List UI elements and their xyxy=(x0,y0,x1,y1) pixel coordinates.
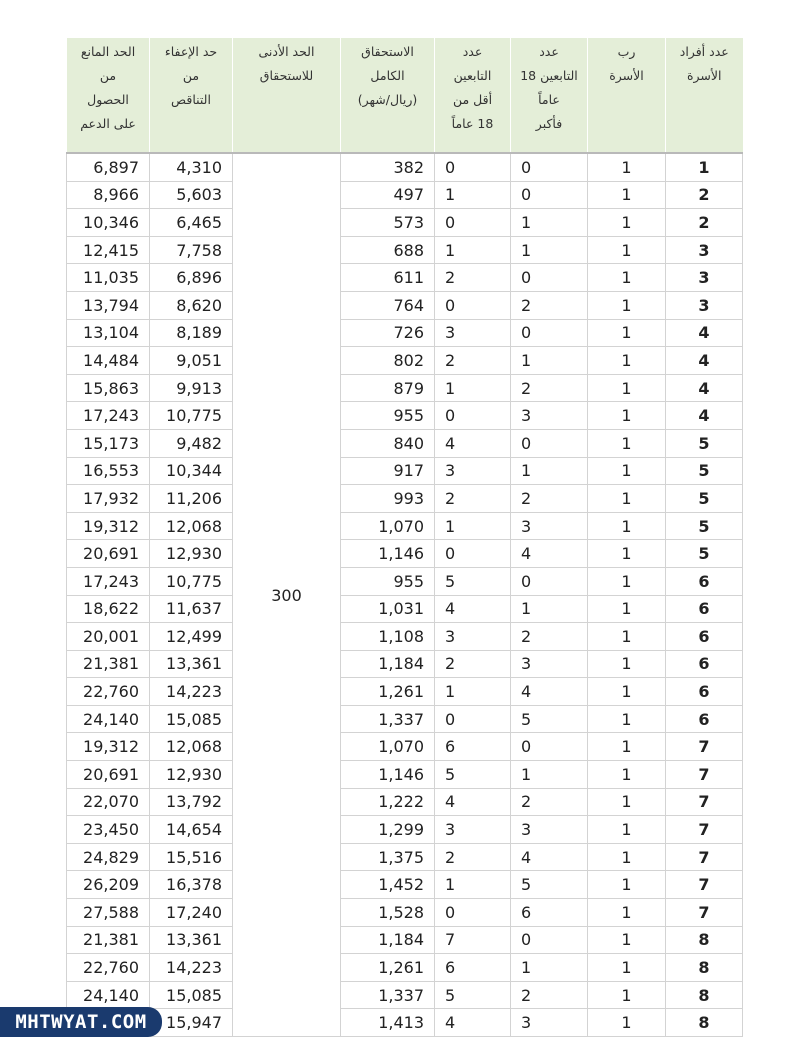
site-watermark-logo: MHTWYAT.COM xyxy=(0,1007,162,1037)
cell-exemption-limit: 9,482 xyxy=(150,429,233,457)
cell-exemption-limit: 14,223 xyxy=(150,678,233,706)
cell-dependents-under-18: 3 xyxy=(435,457,511,485)
table-row xyxy=(67,816,743,844)
cell-cutoff-limit: 12,415 xyxy=(67,236,150,264)
cell-dependents-under-18: 1 xyxy=(435,871,511,899)
cell-dependents-over-18: 0 xyxy=(511,153,588,181)
cell-head-of-family: 1 xyxy=(588,236,666,264)
cell-full-entitlement: 1,299 xyxy=(341,816,435,844)
cell-full-entitlement: 993 xyxy=(341,485,435,513)
cell-head-of-family: 1 xyxy=(588,926,666,954)
cell-dependents-over-18: 2 xyxy=(511,374,588,402)
cell-dependents-under-18: 3 xyxy=(435,623,511,651)
cell-head-of-family: 1 xyxy=(588,264,666,292)
cell-exemption-limit: 17,240 xyxy=(150,899,233,927)
cell-dependents-over-18: 1 xyxy=(511,761,588,789)
table-row xyxy=(67,485,743,513)
cell-full-entitlement: 1,261 xyxy=(341,954,435,982)
cell-full-entitlement: 917 xyxy=(341,457,435,485)
cell-dependents-over-18: 1 xyxy=(511,457,588,485)
cell-exemption-limit: 9,051 xyxy=(150,347,233,375)
table-row xyxy=(67,512,743,540)
cell-dependents-under-18: 2 xyxy=(435,843,511,871)
cell-full-entitlement: 1,184 xyxy=(341,650,435,678)
cell-minimum-entitlement: 300 xyxy=(233,153,341,1037)
cell-full-entitlement: 1,413 xyxy=(341,1009,435,1037)
cell-cutoff-limit: 21,381 xyxy=(67,926,150,954)
cell-full-entitlement: 726 xyxy=(341,319,435,347)
cell-cutoff-limit: 17,243 xyxy=(67,567,150,595)
header-full-entitlement xyxy=(341,38,435,153)
cell-cutoff-limit: 11,035 xyxy=(67,264,150,292)
table-row xyxy=(67,429,743,457)
cell-family-members: 6 xyxy=(666,567,743,595)
header-full-entitlement-label: الاستحقاق الكامل (ريال/شهر) xyxy=(357,44,418,107)
cell-family-members: 5 xyxy=(666,429,743,457)
cell-head-of-family: 1 xyxy=(588,761,666,789)
cell-exemption-limit: 6,896 xyxy=(150,264,233,292)
table-row xyxy=(67,623,743,651)
cell-full-entitlement: 1,070 xyxy=(341,733,435,761)
header-exemption-limit-label: حد الإعفاء من التناقص xyxy=(164,44,218,107)
cell-full-entitlement: 611 xyxy=(341,264,435,292)
cell-cutoff-limit: 15,863 xyxy=(67,374,150,402)
cell-full-entitlement: 955 xyxy=(341,567,435,595)
cell-full-entitlement: 688 xyxy=(341,236,435,264)
cell-family-members: 7 xyxy=(666,899,743,927)
cell-dependents-over-18: 0 xyxy=(511,926,588,954)
cell-full-entitlement: 1,146 xyxy=(341,540,435,568)
cell-exemption-limit: 5,603 xyxy=(150,181,233,209)
cell-cutoff-limit: 22,760 xyxy=(67,954,150,982)
cell-cutoff-limit: 26,209 xyxy=(67,871,150,899)
cell-family-members: 8 xyxy=(666,954,743,982)
cell-cutoff-limit: 10,346 xyxy=(67,209,150,237)
cell-dependents-over-18: 1 xyxy=(511,347,588,375)
cell-head-of-family: 1 xyxy=(588,595,666,623)
cell-family-members: 6 xyxy=(666,705,743,733)
cell-full-entitlement: 1,337 xyxy=(341,705,435,733)
cell-dependents-over-18: 0 xyxy=(511,429,588,457)
table-row xyxy=(67,457,743,485)
cell-dependents-under-18: 2 xyxy=(435,347,511,375)
table-row xyxy=(67,650,743,678)
table-row xyxy=(67,374,743,402)
cell-cutoff-limit: 17,932 xyxy=(67,485,150,513)
table-row xyxy=(67,899,743,927)
cell-dependents-under-18: 1 xyxy=(435,678,511,706)
cell-dependents-under-18: 1 xyxy=(435,512,511,540)
cell-exemption-limit: 12,499 xyxy=(150,623,233,651)
cell-full-entitlement: 497 xyxy=(341,181,435,209)
cell-dependents-over-18: 2 xyxy=(511,981,588,1009)
cell-family-members: 8 xyxy=(666,1009,743,1037)
cell-full-entitlement: 1,070 xyxy=(341,512,435,540)
cell-exemption-limit: 12,068 xyxy=(150,512,233,540)
cell-family-members: 5 xyxy=(666,457,743,485)
cell-exemption-limit: 11,206 xyxy=(150,485,233,513)
cell-cutoff-limit: 23,450 xyxy=(67,816,150,844)
header-exemption-limit xyxy=(150,38,233,153)
cell-cutoff-limit: 22,070 xyxy=(67,788,150,816)
cell-dependents-under-18: 2 xyxy=(435,485,511,513)
cell-dependents-under-18: 0 xyxy=(435,153,511,181)
cell-dependents-under-18: 0 xyxy=(435,209,511,237)
cell-dependents-over-18: 2 xyxy=(511,291,588,319)
cell-head-of-family: 1 xyxy=(588,319,666,347)
header-minimum-entitlement-label: الحد الأدنى للاستحقاق xyxy=(258,44,315,83)
cell-dependents-under-18: 6 xyxy=(435,733,511,761)
table-row xyxy=(67,181,743,209)
cell-dependents-under-18: 4 xyxy=(435,1009,511,1037)
cell-exemption-limit: 8,189 xyxy=(150,319,233,347)
cell-full-entitlement: 1,452 xyxy=(341,871,435,899)
cell-exemption-limit: 14,654 xyxy=(150,816,233,844)
cell-head-of-family: 1 xyxy=(588,733,666,761)
cell-full-entitlement: 1,337 xyxy=(341,981,435,1009)
cell-dependents-under-18: 4 xyxy=(435,595,511,623)
cell-exemption-limit: 16,378 xyxy=(150,871,233,899)
cell-exemption-limit: 10,775 xyxy=(150,402,233,430)
cell-cutoff-limit: 19,312 xyxy=(67,512,150,540)
cell-dependents-under-18: 2 xyxy=(435,650,511,678)
cell-exemption-limit: 15,085 xyxy=(150,981,233,1009)
cell-full-entitlement: 1,031 xyxy=(341,595,435,623)
table-row xyxy=(67,595,743,623)
table-body xyxy=(67,153,743,1037)
table-row xyxy=(67,871,743,899)
cell-head-of-family: 1 xyxy=(588,457,666,485)
cell-family-members: 7 xyxy=(666,843,743,871)
cell-full-entitlement: 764 xyxy=(341,291,435,319)
cell-dependents-over-18: 3 xyxy=(511,1009,588,1037)
table-row xyxy=(67,209,743,237)
cell-dependents-under-18: 2 xyxy=(435,264,511,292)
cell-dependents-over-18: 6 xyxy=(511,899,588,927)
cell-dependents-over-18: 3 xyxy=(511,402,588,430)
cell-exemption-limit: 13,361 xyxy=(150,650,233,678)
table-row xyxy=(67,678,743,706)
cell-exemption-limit: 12,068 xyxy=(150,733,233,761)
cell-head-of-family: 1 xyxy=(588,512,666,540)
cell-cutoff-limit: 17,243 xyxy=(67,402,150,430)
table-row xyxy=(67,788,743,816)
cell-cutoff-limit: 8,966 xyxy=(67,181,150,209)
cell-dependents-under-18: 1 xyxy=(435,181,511,209)
cell-exemption-limit: 9,913 xyxy=(150,374,233,402)
table-row xyxy=(67,264,743,292)
cell-cutoff-limit: 13,794 xyxy=(67,291,150,319)
cell-dependents-under-18: 0 xyxy=(435,540,511,568)
cell-exemption-limit: 15,085 xyxy=(150,705,233,733)
cell-head-of-family: 1 xyxy=(588,374,666,402)
cell-exemption-limit: 13,361 xyxy=(150,926,233,954)
cell-cutoff-limit: 18,622 xyxy=(67,595,150,623)
cell-head-of-family: 1 xyxy=(588,209,666,237)
cell-head-of-family: 1 xyxy=(588,623,666,651)
table-row xyxy=(67,761,743,789)
cell-family-members: 6 xyxy=(666,678,743,706)
table-row xyxy=(67,926,743,954)
cell-cutoff-limit: 24,829 xyxy=(67,843,150,871)
cell-dependents-under-18: 1 xyxy=(435,236,511,264)
cell-dependents-under-18: 4 xyxy=(435,429,511,457)
table-row xyxy=(67,954,743,982)
subsidy-table xyxy=(66,38,743,1037)
header-dependents-over-18 xyxy=(511,38,588,153)
cell-full-entitlement: 840 xyxy=(341,429,435,457)
cell-full-entitlement: 1,184 xyxy=(341,926,435,954)
cell-head-of-family: 1 xyxy=(588,291,666,319)
cell-exemption-limit: 10,344 xyxy=(150,457,233,485)
cell-exemption-limit: 10,775 xyxy=(150,567,233,595)
cell-dependents-under-18: 0 xyxy=(435,899,511,927)
cell-dependents-under-18: 5 xyxy=(435,761,511,789)
cell-family-members: 4 xyxy=(666,402,743,430)
cell-head-of-family: 1 xyxy=(588,485,666,513)
cell-full-entitlement: 382 xyxy=(341,153,435,181)
cell-dependents-under-18: 1 xyxy=(435,374,511,402)
cell-family-members: 6 xyxy=(666,650,743,678)
cell-dependents-over-18: 5 xyxy=(511,871,588,899)
cell-dependents-over-18: 1 xyxy=(511,236,588,264)
header-row xyxy=(67,38,743,153)
table-row xyxy=(67,291,743,319)
cell-full-entitlement: 1,528 xyxy=(341,899,435,927)
cell-family-members: 4 xyxy=(666,374,743,402)
cell-dependents-over-18: 2 xyxy=(511,623,588,651)
cell-cutoff-limit: 22,760 xyxy=(67,678,150,706)
cell-family-members: 3 xyxy=(666,291,743,319)
cell-full-entitlement: 1,108 xyxy=(341,623,435,651)
cell-family-members: 7 xyxy=(666,761,743,789)
cell-dependents-over-18: 0 xyxy=(511,567,588,595)
cell-dependents-under-18: 3 xyxy=(435,319,511,347)
cell-family-members: 3 xyxy=(666,264,743,292)
cell-dependents-under-18: 0 xyxy=(435,705,511,733)
header-minimum-entitlement xyxy=(233,38,341,153)
cell-cutoff-limit: 6,897 xyxy=(67,153,150,181)
cell-cutoff-limit: 27,588 xyxy=(67,899,150,927)
table-row xyxy=(67,843,743,871)
cell-head-of-family: 1 xyxy=(588,843,666,871)
cell-dependents-over-18: 1 xyxy=(511,209,588,237)
cell-family-members: 7 xyxy=(666,816,743,844)
cell-dependents-over-18: 5 xyxy=(511,705,588,733)
header-dependents-under-18 xyxy=(435,38,511,153)
header-family-members-label: عدد أفراد الأسرة xyxy=(679,44,729,83)
cell-family-members: 7 xyxy=(666,788,743,816)
table-row xyxy=(67,540,743,568)
cell-dependents-over-18: 3 xyxy=(511,650,588,678)
cell-family-members: 5 xyxy=(666,540,743,568)
cell-family-members: 4 xyxy=(666,347,743,375)
cell-full-entitlement: 1,146 xyxy=(341,761,435,789)
cell-cutoff-limit: 19,312 xyxy=(67,733,150,761)
cell-cutoff-limit: 20,001 xyxy=(67,623,150,651)
cell-head-of-family: 1 xyxy=(588,816,666,844)
header-head-of-family xyxy=(588,38,666,153)
cell-head-of-family: 1 xyxy=(588,540,666,568)
cell-family-members: 2 xyxy=(666,209,743,237)
cell-dependents-over-18: 2 xyxy=(511,788,588,816)
cell-head-of-family: 1 xyxy=(588,899,666,927)
cell-dependents-under-18: 5 xyxy=(435,981,511,1009)
cell-family-members: 3 xyxy=(666,236,743,264)
cell-dependents-over-18: 0 xyxy=(511,264,588,292)
cell-cutoff-limit: 21,381 xyxy=(67,650,150,678)
cell-dependents-over-18: 1 xyxy=(511,595,588,623)
cell-family-members: 2 xyxy=(666,181,743,209)
cell-exemption-limit: 6,465 xyxy=(150,209,233,237)
cell-dependents-over-18: 0 xyxy=(511,319,588,347)
cell-dependents-under-18: 0 xyxy=(435,291,511,319)
subsidy-table-container xyxy=(66,38,742,1037)
table-row xyxy=(67,153,743,181)
cell-exemption-limit: 8,620 xyxy=(150,291,233,319)
cell-dependents-over-18: 4 xyxy=(511,843,588,871)
cell-dependents-under-18: 5 xyxy=(435,567,511,595)
header-dependents-over-18-label: عدد التابعين 18 عاماً فأكبر xyxy=(520,44,578,131)
cell-exemption-limit: 7,758 xyxy=(150,236,233,264)
cell-full-entitlement: 802 xyxy=(341,347,435,375)
cell-family-members: 7 xyxy=(666,871,743,899)
cell-dependents-under-18: 7 xyxy=(435,926,511,954)
cell-dependents-over-18: 0 xyxy=(511,181,588,209)
cell-head-of-family: 1 xyxy=(588,788,666,816)
cell-head-of-family: 1 xyxy=(588,567,666,595)
cell-family-members: 8 xyxy=(666,981,743,1009)
cell-dependents-under-18: 4 xyxy=(435,788,511,816)
cell-dependents-under-18: 3 xyxy=(435,816,511,844)
cell-dependents-under-18: 6 xyxy=(435,954,511,982)
cell-family-members: 4 xyxy=(666,319,743,347)
cell-head-of-family: 1 xyxy=(588,153,666,181)
cell-family-members: 5 xyxy=(666,485,743,513)
header-cutoff-limit xyxy=(67,38,150,153)
cell-exemption-limit: 11,637 xyxy=(150,595,233,623)
cell-family-members: 7 xyxy=(666,733,743,761)
cell-head-of-family: 1 xyxy=(588,650,666,678)
cell-cutoff-limit: 20,691 xyxy=(67,761,150,789)
table-row xyxy=(67,567,743,595)
cell-full-entitlement: 879 xyxy=(341,374,435,402)
cell-head-of-family: 1 xyxy=(588,954,666,982)
cell-dependents-over-18: 3 xyxy=(511,816,588,844)
table-row xyxy=(67,733,743,761)
cell-head-of-family: 1 xyxy=(588,181,666,209)
cell-dependents-over-18: 1 xyxy=(511,954,588,982)
table-row xyxy=(67,236,743,264)
cell-cutoff-limit: 20,691 xyxy=(67,540,150,568)
cell-family-members: 5 xyxy=(666,512,743,540)
table-row xyxy=(67,705,743,733)
cell-exemption-limit: 14,223 xyxy=(150,954,233,982)
header-family-members xyxy=(666,38,743,153)
cell-exemption-limit: 15,947 xyxy=(150,1009,233,1037)
cell-head-of-family: 1 xyxy=(588,429,666,457)
cell-family-members: 6 xyxy=(666,623,743,651)
cell-cutoff-limit: 24,140 xyxy=(67,981,150,1009)
cell-head-of-family: 1 xyxy=(588,705,666,733)
cell-family-members: 8 xyxy=(666,926,743,954)
table-row xyxy=(67,402,743,430)
cell-exemption-limit: 13,792 xyxy=(150,788,233,816)
cell-full-entitlement: 1,375 xyxy=(341,843,435,871)
cell-dependents-over-18: 0 xyxy=(511,733,588,761)
cell-head-of-family: 1 xyxy=(588,347,666,375)
cell-cutoff-limit: 13,104 xyxy=(67,319,150,347)
cell-cutoff-limit: 15,173 xyxy=(67,429,150,457)
cell-exemption-limit: 15,516 xyxy=(150,843,233,871)
cell-dependents-over-18: 2 xyxy=(511,485,588,513)
cell-family-members: 6 xyxy=(666,595,743,623)
cell-dependents-under-18: 0 xyxy=(435,402,511,430)
cell-full-entitlement: 1,261 xyxy=(341,678,435,706)
table-row xyxy=(67,981,743,1009)
table-row xyxy=(67,347,743,375)
cell-cutoff-limit: 16,553 xyxy=(67,457,150,485)
header-dependents-under-18-label: عدد التابعين أقل من 18 عاماً xyxy=(451,44,494,131)
table-row xyxy=(67,319,743,347)
cell-cutoff-limit: 24,140 xyxy=(67,705,150,733)
cell-head-of-family: 1 xyxy=(588,678,666,706)
cell-head-of-family: 1 xyxy=(588,871,666,899)
header-cutoff-limit-label: الحد المانع من الحصول على الدعم xyxy=(80,44,136,131)
cell-exemption-limit: 4,310 xyxy=(150,153,233,181)
cell-full-entitlement: 573 xyxy=(341,209,435,237)
cell-dependents-over-18: 4 xyxy=(511,540,588,568)
cell-full-entitlement: 955 xyxy=(341,402,435,430)
cell-full-entitlement: 1,222 xyxy=(341,788,435,816)
cell-cutoff-limit: 14,484 xyxy=(67,347,150,375)
cell-head-of-family: 1 xyxy=(588,402,666,430)
cell-dependents-over-18: 4 xyxy=(511,678,588,706)
cell-dependents-over-18: 3 xyxy=(511,512,588,540)
header-head-of-family-label: رب الأسرة xyxy=(609,44,644,83)
cell-head-of-family: 1 xyxy=(588,1009,666,1037)
cell-head-of-family: 1 xyxy=(588,981,666,1009)
cell-exemption-limit: 12,930 xyxy=(150,761,233,789)
cell-family-members: 1 xyxy=(666,153,743,181)
table-row xyxy=(67,1009,743,1037)
cell-exemption-limit: 12,930 xyxy=(150,540,233,568)
